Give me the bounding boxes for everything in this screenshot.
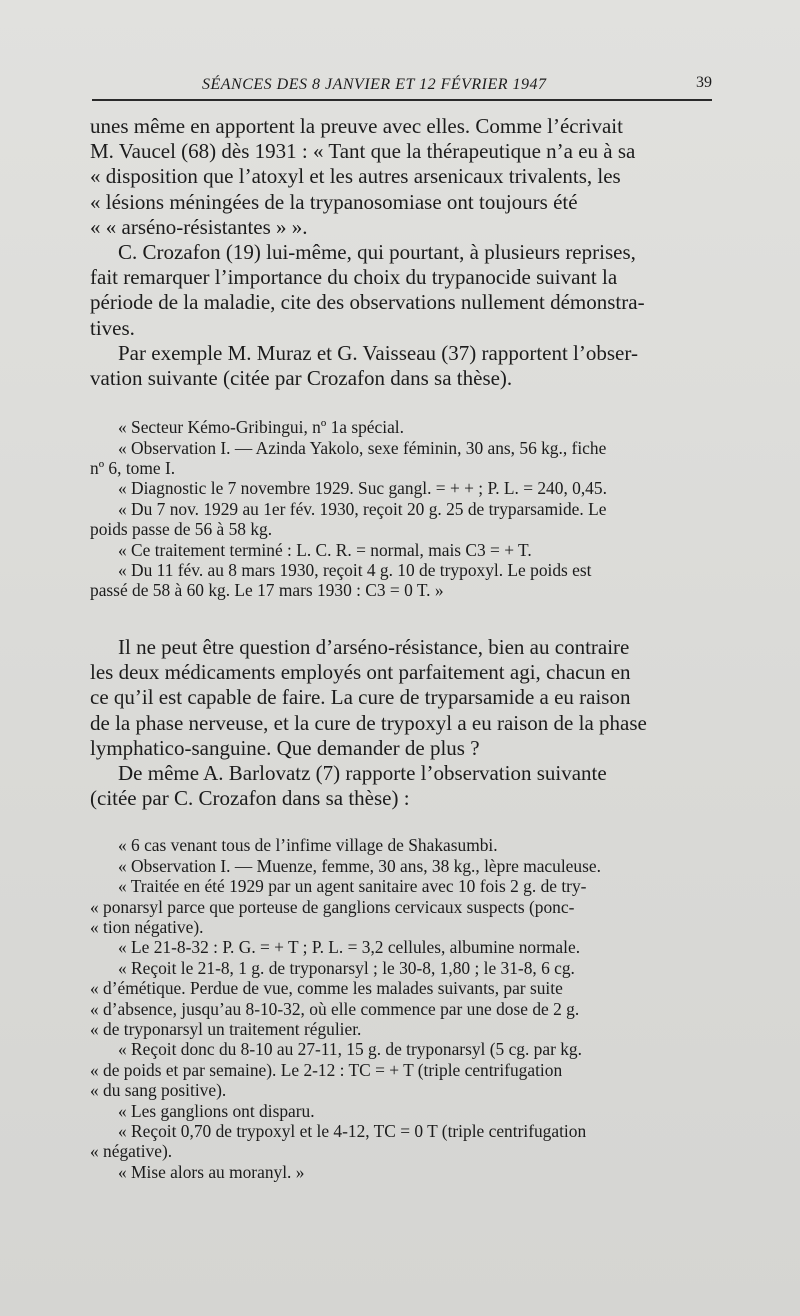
- paragraph-5: [90, 761, 710, 811]
- quotation-muraz-vaisseau: [90, 417, 710, 601]
- quote-line: nº 6, tome I.: [90, 458, 176, 479]
- quote-line: « de tryponarsyl un traitement régulier.: [90, 1018, 362, 1039]
- text-line: Par exemple M. Muraz et G. Vaisseau (37) rapportent l’obser-: [118, 340, 638, 365]
- text-line: lymphatico-sanguine. Que demander de plus ?: [90, 735, 480, 760]
- quote-line: « de poids et par semaine). Le 2-12 : TC = + T (triple centrifugation: [90, 1059, 563, 1080]
- quote-line: « d’absence, jusqu’au 8-10-32, où elle commence par une dose de 2 g.: [90, 998, 580, 1019]
- quote-line: « Observation I. — Muenze, femme, 30 ans, 38 kg., lèpre maculeuse.: [118, 855, 601, 876]
- text-line: « disposition que l’atoxyl et les autres arsenicaux trivalents, les: [90, 164, 621, 189]
- quote-line: « Le 21-8-32 : P. G. = + T ; P. L. = 3,2 cellules, albumine normale.: [118, 937, 581, 958]
- paragraph-1: [90, 114, 710, 240]
- quote-line: « négative).: [90, 1141, 173, 1162]
- text-line: les deux médicaments employés ont parfaitement agi, chacun en: [90, 660, 631, 685]
- text-line: De même A. Barlovatz (7) rapporte l’observation suivante: [118, 760, 607, 785]
- text-line: tives.: [90, 315, 135, 340]
- text-line: période de la maladie, cite des observations nullement démonstra-: [90, 290, 645, 315]
- text-line: Il ne peut être question d’arséno-résistance, bien au contraire: [118, 634, 630, 659]
- quote-line: « tion négative).: [90, 916, 204, 937]
- quote-line: « d’émétique. Perdue de vue, comme les malades suivants, par suite: [90, 978, 563, 999]
- quote-line: « Diagnostic le 7 novembre 1929. Suc gangl. = + + ; P. L. = 240, 0,45.: [118, 478, 607, 499]
- paragraph-3: [90, 341, 710, 391]
- running-header: [92, 74, 712, 96]
- text-line: fait remarquer l’importance du choix du trypanocide suivant la: [90, 265, 618, 290]
- text-line: unes même en apportent la preuve avec elles. Comme l’écrivait: [90, 114, 623, 138]
- quote-line: « Ce traitement terminé : L. C. R. = normal, mais C3 = + T.: [118, 539, 532, 560]
- text-line: vation suivante (citée par Crozafon dans sa thèse).: [90, 366, 513, 391]
- text-line: de la phase nerveuse, et la cure de trypoxyl a eu raison de la phase: [90, 710, 647, 735]
- quote-line: « Reçoit donc du 8-10 au 27-11, 15 g. de tryponarsyl (5 cg. par kg.: [118, 1039, 582, 1060]
- quote-line: « Reçoit 0,70 de trypoxyl et le 4-12, TC = 0 T (triple centrifugation: [118, 1121, 587, 1141]
- quote-line: « Traitée en été 1929 par un agent sanitaire avec 10 fois 2 g. de try-: [118, 876, 587, 897]
- body-text: [90, 114, 710, 1182]
- quote-line: « du sang positive).: [90, 1080, 227, 1101]
- quotation-barlovatz: [90, 835, 710, 1182]
- quote-line: « 6 cas venant tous de l’infime village de Shakasumbi.: [118, 835, 498, 856]
- quote-line: « Observation I. — Azinda Yakolo, sexe féminin, 30 ans, 56 kg., fiche: [118, 437, 607, 458]
- quote-line: « Mise alors au moranyl. »: [118, 1161, 305, 1182]
- quote-line: « Secteur Kémo-Gribingui, nº 1a spécial.: [118, 417, 404, 438]
- quote-line: « Du 11 fév. au 8 mars 1930, reçoit 4 g. 10 de trypoxyl. Le poids est: [118, 560, 592, 581]
- header-rule: [92, 99, 712, 101]
- text-line: « « arséno-résistantes » ».: [90, 214, 308, 239]
- paragraph-2: [90, 240, 710, 341]
- text-line: M. Vaucel (68) dès 1931 : « Tant que la thérapeutique n’a eu à sa: [90, 139, 636, 164]
- paragraph-4: [90, 635, 710, 761]
- quote-line: passé de 58 à 60 kg. Le 17 mars 1930 : C3 = 0 T. »: [90, 580, 444, 601]
- page-number: 39: [696, 74, 712, 91]
- quote-line: « Reçoit le 21-8, 1 g. de tryponarsyl ; le 30-8, 1,80 ; le 31-8, 6 cg.: [118, 957, 575, 978]
- quote-line: « ponarsyl parce que porteuse de ganglions cervicaux suspects (ponc-: [90, 896, 575, 917]
- text-line: ce qu’il est capable de faire. La cure de tryparsamide a eu raison: [90, 685, 631, 710]
- text-line: C. Crozafon (19) lui-même, qui pourtant, à plusieurs reprises,: [118, 240, 636, 265]
- text-line: (citée par C. Crozafon dans sa thèse) :: [90, 786, 410, 811]
- quote-line: poids passe de 56 à 58 kg.: [90, 519, 273, 540]
- quote-line: « Les ganglions ont disparu.: [118, 1100, 315, 1121]
- quote-line: « Du 7 nov. 1929 au 1er fév. 1930, reçoit 20 g. 25 de tryparsamide. Le: [118, 498, 607, 519]
- running-title: SÉANCES DES 8 JANVIER ET 12 FÉVRIER 1947: [202, 76, 547, 93]
- text-line: « lésions méningées de la trypanosomiase ont toujours été: [90, 189, 578, 214]
